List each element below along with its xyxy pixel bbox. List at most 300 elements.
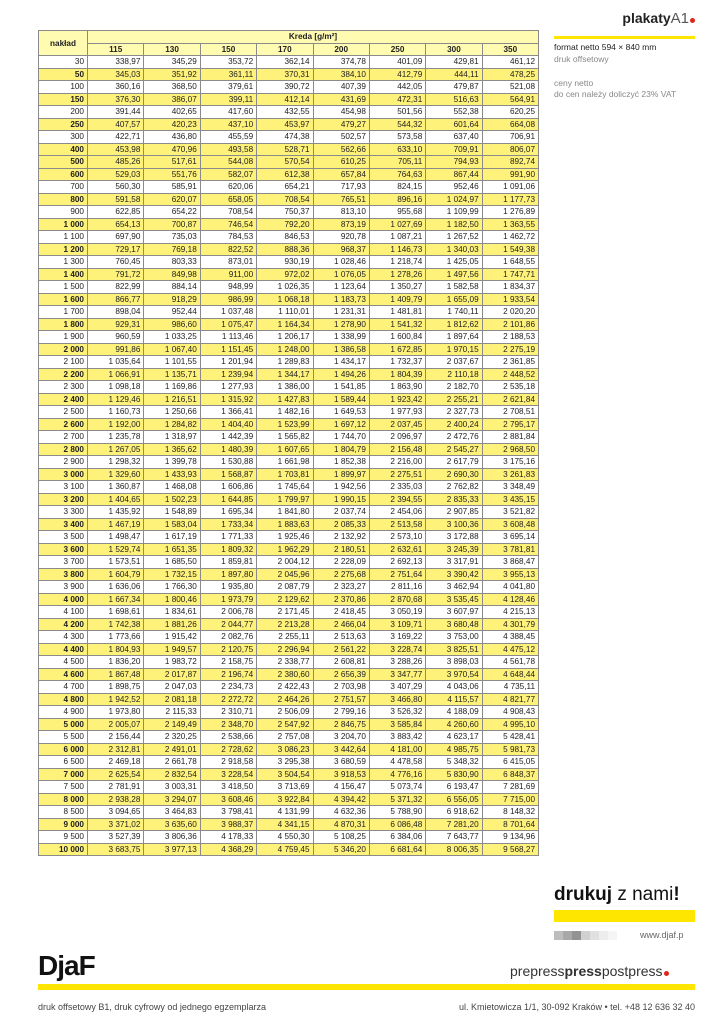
price-cell: 407,39 [313, 81, 369, 94]
table-row [39, 468, 539, 481]
price-cell: 1 655,09 [426, 293, 482, 306]
table-row [39, 743, 539, 756]
table-row [39, 643, 539, 656]
price-cell: 1 651,35 [144, 543, 200, 556]
price-cell: 1 267,52 [426, 231, 482, 244]
price-cell: 2 661,78 [144, 756, 200, 769]
price-cell: 1 075,47 [200, 318, 256, 331]
price-cell: 3 753,00 [426, 631, 482, 644]
price-cell: 1 600,84 [369, 331, 425, 344]
price-cell: 2 400,24 [426, 418, 482, 431]
price-cell: 4 043,06 [426, 681, 482, 694]
price-cell: 461,12 [482, 56, 538, 69]
price-cell: 407,57 [88, 118, 144, 131]
price-cell: 2 234,73 [200, 681, 256, 694]
price-cell: 6 193,47 [426, 781, 482, 794]
price-cell: 1 399,78 [144, 456, 200, 469]
price-cell: 1 289,83 [257, 356, 313, 369]
price-cell: 1 897,64 [426, 331, 482, 344]
price-cell: 474,38 [257, 131, 313, 144]
price-cell: 896,16 [369, 193, 425, 206]
price-cell: 1 573,51 [88, 556, 144, 569]
price-cell: 422,71 [88, 131, 144, 144]
price-cell: 360,16 [88, 81, 144, 94]
price-cell: 991,86 [88, 343, 144, 356]
price-cell: 4 178,33 [200, 831, 256, 844]
price-cell: 2 085,33 [313, 518, 369, 531]
table-row [39, 168, 539, 181]
swatch [581, 931, 590, 940]
quantity-cell: 4 000 [39, 593, 88, 606]
price-cell: 1 433,93 [144, 468, 200, 481]
price-cell: 3 607,97 [426, 606, 482, 619]
table-row [39, 356, 539, 369]
price-cell: 3 245,39 [426, 543, 482, 556]
table-row [39, 206, 539, 219]
price-cell: 1 135,71 [144, 368, 200, 381]
website-link[interactable]: www.djaf.p [640, 930, 684, 940]
price-cell: 1 350,27 [369, 281, 425, 294]
price-cell: 4 870,31 [313, 818, 369, 831]
quantity-cell: 4 400 [39, 643, 88, 656]
price-cell: 1 037,48 [200, 306, 256, 319]
tagline-press: press [564, 963, 602, 979]
price-cell: 479,27 [313, 118, 369, 131]
quantity-header: nakład [39, 31, 88, 56]
table-row [39, 556, 539, 569]
gsm-header: 130 [144, 43, 200, 56]
price-cell: 1 169,86 [144, 381, 200, 394]
price-cell: 1 747,71 [482, 268, 538, 281]
swatch [554, 931, 563, 940]
quantity-cell: 1 200 [39, 243, 88, 256]
price-cell: 4 041,80 [482, 581, 538, 594]
price-cell: 1 467,19 [88, 518, 144, 531]
price-cell: 8 701,64 [482, 818, 538, 831]
price-cell: 1 933,54 [482, 293, 538, 306]
quantity-cell: 2 000 [39, 343, 88, 356]
price-cell: 2 037,67 [426, 356, 482, 369]
price-cell: 2 272,72 [200, 693, 256, 706]
price-cell: 3 050,19 [369, 606, 425, 619]
price-cell: 1 365,62 [144, 443, 200, 456]
price-cell: 952,44 [144, 306, 200, 319]
price-cell: 2 320,25 [144, 731, 200, 744]
table-row [39, 781, 539, 794]
price-note-line1: ceny netto [554, 78, 594, 88]
price-cell: 1 923,42 [369, 393, 425, 406]
table-row [39, 706, 539, 719]
price-cell: 1 164,34 [257, 318, 313, 331]
price-cell: 2 216,00 [369, 456, 425, 469]
price-cell: 1 442,39 [200, 431, 256, 444]
price-cell: 1 231,31 [313, 306, 369, 319]
price-cell: 1 935,80 [200, 581, 256, 594]
price-cell: 2 968,50 [482, 443, 538, 456]
price-cell: 706,91 [482, 131, 538, 144]
price-cell: 345,29 [144, 56, 200, 69]
price-cell: 3 504,54 [257, 768, 313, 781]
price-cell: 472,31 [369, 93, 425, 106]
table-row [39, 768, 539, 781]
quantity-cell: 7 000 [39, 768, 88, 781]
price-cell: 1 695,34 [200, 506, 256, 519]
price-cell: 1 146,73 [369, 243, 425, 256]
price-cell: 4 128,46 [482, 593, 538, 606]
price-cell: 824,15 [369, 181, 425, 194]
price-cell: 1 113,46 [200, 331, 256, 344]
table-row [39, 631, 539, 644]
footer-accent-bar [38, 984, 695, 990]
price-cell: 5 428,41 [482, 731, 538, 744]
table-row [39, 81, 539, 94]
price-cell: 432,55 [257, 106, 313, 119]
price-cell: 1 315,92 [200, 393, 256, 406]
price-cell: 1 589,44 [313, 393, 369, 406]
price-cell: 1 925,46 [257, 531, 313, 544]
price-cell: 4 759,45 [257, 843, 313, 856]
price-cell: 2 310,71 [200, 706, 256, 719]
price-cell: 610,25 [313, 156, 369, 169]
price-cell: 1 881,26 [144, 618, 200, 631]
price-cell: 2 158,75 [200, 656, 256, 669]
price-cell: 1 530,88 [200, 456, 256, 469]
price-cell: 544,08 [200, 156, 256, 169]
price-cell: 6 384,06 [369, 831, 425, 844]
table-row [39, 131, 539, 144]
price-cell: 2 196,74 [200, 668, 256, 681]
quantity-cell: 800 [39, 193, 88, 206]
price-cell: 7 643,77 [426, 831, 482, 844]
price-cell: 3 585,84 [369, 718, 425, 731]
price-cell: 376,30 [88, 93, 144, 106]
price-cell: 2 275,51 [369, 468, 425, 481]
table-row [39, 793, 539, 806]
table-row [39, 806, 539, 819]
quantity-cell: 150 [39, 93, 88, 106]
price-cell: 3 261,83 [482, 468, 538, 481]
tagline-prepress: prepress [510, 963, 565, 979]
price-cell: 1 340,03 [426, 243, 482, 256]
price-cell: 2 573,10 [369, 531, 425, 544]
quantity-cell: 2 600 [39, 418, 88, 431]
swatch [599, 931, 608, 940]
price-cell: 1 732,37 [369, 356, 425, 369]
price-cell: 338,97 [88, 56, 144, 69]
price-cell: 2 448,52 [482, 368, 538, 381]
price-cell: 502,57 [313, 131, 369, 144]
price-cell: 2 087,79 [257, 581, 313, 594]
table-row [39, 306, 539, 319]
gsm-header: 115 [88, 43, 144, 56]
table-row [39, 756, 539, 769]
price-cell: 436,80 [144, 131, 200, 144]
price-cell: 1 617,19 [144, 531, 200, 544]
price-cell: 1 067,40 [144, 343, 200, 356]
price-cell: 2 120,75 [200, 643, 256, 656]
price-cell: 5 108,25 [313, 831, 369, 844]
title-accent-bar [554, 36, 695, 39]
price-cell: 1 276,89 [482, 206, 538, 219]
table-row [39, 831, 539, 844]
price-cell: 1 804,93 [88, 643, 144, 656]
price-cell: 1 636,06 [88, 581, 144, 594]
price-cell: 708,54 [200, 206, 256, 219]
table-row [39, 368, 539, 381]
price-cell: 1 462,72 [482, 231, 538, 244]
table-row [39, 431, 539, 444]
price-cell: 3 371,02 [88, 818, 144, 831]
price-cell: 1 091,06 [482, 181, 538, 194]
price-cell: 1 201,94 [200, 356, 256, 369]
price-cell: 1 644,85 [200, 493, 256, 506]
price-cell: 478,25 [482, 68, 538, 81]
gsm-header: 300 [426, 43, 482, 56]
table-row [39, 68, 539, 81]
price-cell: 2 020,20 [482, 306, 538, 319]
price-cell: 1 897,80 [200, 568, 256, 581]
price-cell: 3 868,47 [482, 556, 538, 569]
price-cell: 1 098,18 [88, 381, 144, 394]
price-cell: 813,10 [313, 206, 369, 219]
price-cell: 453,98 [88, 143, 144, 156]
price-cell: 1 744,70 [313, 431, 369, 444]
price-cell: 2 751,57 [313, 693, 369, 706]
table-row [39, 331, 539, 344]
price-cell: 2 275,68 [313, 568, 369, 581]
price-cell: 4 301,79 [482, 618, 538, 631]
price-cell: 2 918,58 [200, 756, 256, 769]
price-cell: 1 192,00 [88, 418, 144, 431]
price-cell: 1 541,32 [369, 318, 425, 331]
price-cell: 873,01 [200, 256, 256, 269]
price-cell: 345,03 [88, 68, 144, 81]
table-row [39, 543, 539, 556]
price-cell: 3 288,26 [369, 656, 425, 669]
quantity-cell: 250 [39, 118, 88, 131]
price-cell: 453,97 [257, 118, 313, 131]
price-cell: 792,20 [257, 218, 313, 231]
price-cell: 516,63 [426, 93, 482, 106]
quantity-cell: 1 400 [39, 268, 88, 281]
price-cell: 2 491,01 [144, 743, 200, 756]
quantity-cell: 1 100 [39, 231, 88, 244]
price-cell: 750,37 [257, 206, 313, 219]
quantity-cell: 1 300 [39, 256, 88, 269]
footer-address: ul. Kmietowicza 1/1, 30-092 Kraków • tel. +48 12 636 32 40 [458, 1002, 695, 1012]
price-cell: 991,90 [482, 168, 538, 181]
price-cell: 1 548,89 [144, 506, 200, 519]
price-cell: 1 404,40 [200, 418, 256, 431]
price-cell: 573,58 [369, 131, 425, 144]
price-cell: 5 346,20 [313, 843, 369, 856]
price-cell: 1 607,65 [257, 443, 313, 456]
quantity-cell: 7 500 [39, 781, 88, 794]
price-note [554, 78, 704, 100]
price-cell: 2 171,45 [257, 606, 313, 619]
price-cell: 1 425,05 [426, 256, 482, 269]
swatch [572, 931, 581, 940]
price-cell: 2 361,85 [482, 356, 538, 369]
price-cell: 4 260,60 [426, 718, 482, 731]
price-cell: 544,32 [369, 118, 425, 131]
price-cell: 391,44 [88, 106, 144, 119]
red-dot-icon [664, 971, 669, 976]
tagline [510, 963, 669, 979]
price-cell: 873,19 [313, 218, 369, 231]
quantity-cell: 2 500 [39, 406, 88, 419]
red-dot-icon [690, 18, 695, 23]
price-cell: 620,25 [482, 106, 538, 119]
price-cell: 1 771,33 [200, 531, 256, 544]
price-cell: 2 370,86 [313, 593, 369, 606]
price-cell: 3 295,38 [257, 756, 313, 769]
price-cell: 2 323,27 [313, 581, 369, 594]
price-cell: 3 094,65 [88, 806, 144, 819]
table-row [39, 818, 539, 831]
price-cell: 3 418,50 [200, 781, 256, 794]
price-cell: 374,78 [313, 56, 369, 69]
quantity-cell: 4 900 [39, 706, 88, 719]
price-cell: 2 513,58 [369, 518, 425, 531]
price-cell: 2 380,60 [257, 668, 313, 681]
price-cell: 791,72 [88, 268, 144, 281]
price-cell: 4 188,09 [426, 706, 482, 719]
price-cell: 1 482,16 [257, 406, 313, 419]
table-row [39, 56, 539, 69]
price-cell: 7 715,00 [482, 793, 538, 806]
price-cell: 1 278,26 [369, 268, 425, 281]
price-cell: 3 390,42 [426, 568, 482, 581]
price-cell: 3 435,15 [482, 493, 538, 506]
price-cell: 4 561,78 [482, 656, 538, 669]
price-cell: 485,26 [88, 156, 144, 169]
quantity-cell: 3 400 [39, 518, 88, 531]
price-cell: 6 415,05 [482, 756, 538, 769]
price-cell: 1 973,80 [88, 706, 144, 719]
price-cell: 2 047,03 [144, 681, 200, 694]
price-cell: 2 656,39 [313, 668, 369, 681]
price-cell: 948,99 [200, 281, 256, 294]
price-cell: 1 277,93 [200, 381, 256, 394]
price-cell: 622,85 [88, 206, 144, 219]
price-cell: 2 464,26 [257, 693, 313, 706]
price-cell: 1 066,91 [88, 368, 144, 381]
price-cell: 1 109,99 [426, 206, 482, 219]
price-cell: 1 035,64 [88, 356, 144, 369]
price-cell: 1 804,79 [313, 443, 369, 456]
price-cell: 620,06 [200, 181, 256, 194]
price-cell: 1 177,73 [482, 193, 538, 206]
price-cell: 892,74 [482, 156, 538, 169]
price-cell: 1 409,79 [369, 293, 425, 306]
table-row [39, 231, 539, 244]
swatch [590, 931, 599, 940]
price-cell: 697,90 [88, 231, 144, 244]
price-note-line2: do cen należy doliczyć 23% VAT [554, 89, 677, 99]
slogan [554, 884, 680, 906]
table-row [39, 218, 539, 231]
price-cell: 1 834,37 [482, 281, 538, 294]
price-cell: 390,72 [257, 81, 313, 94]
price-cell: 1 529,74 [88, 543, 144, 556]
price-cell: 2 832,54 [144, 768, 200, 781]
price-cell: 2 811,16 [369, 581, 425, 594]
price-cell: 2 037,74 [313, 506, 369, 519]
price-cell: 442,05 [369, 81, 425, 94]
table-row [39, 343, 539, 356]
price-cell: 2 129,62 [257, 593, 313, 606]
price-cell: 353,72 [200, 56, 256, 69]
price-cell: 529,03 [88, 168, 144, 181]
price-cell: 1 549,38 [482, 243, 538, 256]
table-row [39, 156, 539, 169]
table-row [39, 718, 539, 731]
price-cell: 2 101,86 [482, 318, 538, 331]
price-cell: 362,14 [257, 56, 313, 69]
price-cell: 1 494,26 [313, 368, 369, 381]
gsm-header: 350 [482, 43, 538, 56]
price-cell: 1 235,78 [88, 431, 144, 444]
price-cell: 560,30 [88, 181, 144, 194]
price-cell: 2 907,85 [426, 506, 482, 519]
price-cell: 1 742,38 [88, 618, 144, 631]
price-cell: 2 870,68 [369, 593, 425, 606]
price-cell: 3 922,84 [257, 793, 313, 806]
price-cell: 2 703,98 [313, 681, 369, 694]
price-cell: 2 296,94 [257, 643, 313, 656]
price-cell: 654,13 [88, 218, 144, 231]
price-cell: 803,33 [144, 256, 200, 269]
price-cell: 1 151,45 [200, 343, 256, 356]
price-cell: 1 859,81 [200, 556, 256, 569]
price-cell: 884,14 [144, 281, 200, 294]
price-cell: 4 908,43 [482, 706, 538, 719]
price-cell: 2 469,18 [88, 756, 144, 769]
table-row [39, 656, 539, 669]
swatch [563, 931, 572, 940]
price-cell: 3 608,48 [482, 518, 538, 531]
price-cell: 760,45 [88, 256, 144, 269]
footer-services: druk offsetowy B1, druk cyfrowy od jednego egzemplarza [38, 1002, 266, 1012]
price-cell: 412,14 [257, 93, 313, 106]
price-cell: 1 942,52 [88, 693, 144, 706]
price-cell: 1 363,55 [482, 218, 538, 231]
price-cell: 420,23 [144, 118, 200, 131]
table-row [39, 181, 539, 194]
price-cell: 2 621,84 [482, 393, 538, 406]
price-cell: 849,98 [144, 268, 200, 281]
price-cell: 1 852,38 [313, 456, 369, 469]
price-cell: 470,96 [144, 143, 200, 156]
price-cell: 1 033,25 [144, 331, 200, 344]
price-cell: 911,00 [200, 268, 256, 281]
quantity-cell: 2 300 [39, 381, 88, 394]
table-row [39, 731, 539, 744]
price-cell: 4 632,36 [313, 806, 369, 819]
price-cell: 3 970,54 [426, 668, 482, 681]
price-cell: 552,38 [426, 106, 482, 119]
price-cell: 866,77 [88, 293, 144, 306]
price-cell: 437,10 [200, 118, 256, 131]
table-row [39, 618, 539, 631]
price-cell: 1 649,53 [313, 406, 369, 419]
quantity-cell: 200 [39, 106, 88, 119]
table-row [39, 393, 539, 406]
quantity-cell: 4 500 [39, 656, 88, 669]
quantity-cell: 300 [39, 131, 88, 144]
price-cell: 517,61 [144, 156, 200, 169]
